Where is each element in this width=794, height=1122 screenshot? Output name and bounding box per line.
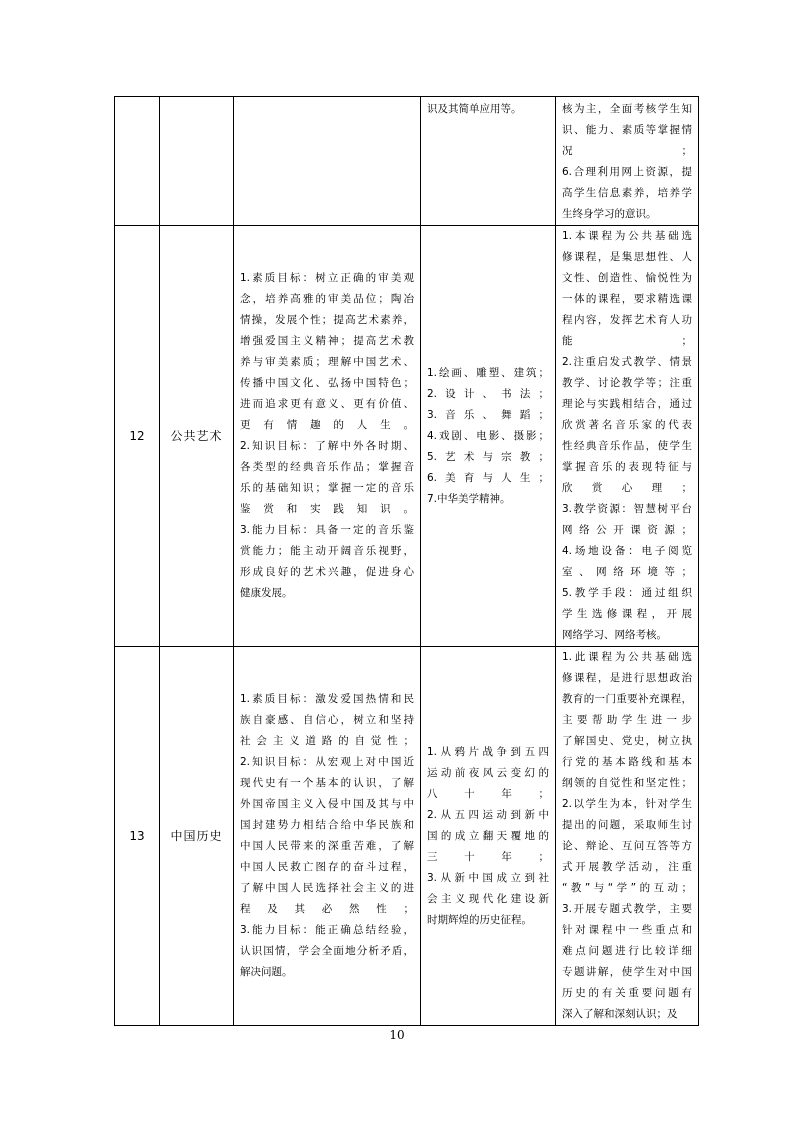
objectives-line: 现代史有一个基本的认识，了解 (240, 777, 414, 789)
objectives-line: 解决问题。 (240, 966, 293, 978)
objectives-line: 中国人民救亡图存的奋斗过程， (240, 861, 414, 873)
requirements-line: 修课程，是集思想性、人 (562, 251, 692, 263)
requirements-line: 6.合理利用网上资源，提 (562, 166, 692, 178)
content-line: 八十年； (427, 787, 549, 800)
content-line: 2.从五四运动到新中 (427, 808, 549, 821)
requirements-line: 文性、创造性、愉悦性为 (562, 272, 692, 284)
content-line: 4.戏剧、电影、摄影； (427, 429, 549, 442)
objectives-line: 2.知识目标：了解中外各时期、 (240, 440, 414, 452)
requirements-line: 生终身学习的意识。 (562, 208, 657, 220)
objectives-line: 族自豪感、自信心，树立和坚持 (240, 714, 414, 726)
objectives-cell (234, 97, 421, 226)
requirements-line: 理论与实践相结合，通过 (562, 398, 692, 410)
objectives-line: 程及其必然性； (240, 903, 414, 915)
objectives-line: 3.能力目标：能正确总结经验， (240, 924, 414, 936)
content-line: 3.音乐、舞蹈； (427, 408, 549, 421)
objectives-line: 鉴赏和实践知识。 (240, 503, 414, 515)
objectives-line: 更有情趣的人生。 (240, 419, 414, 431)
requirements-line: 1.本课程为公共基础选 (562, 230, 692, 242)
content-line: 7.中华美学精神。 (427, 492, 511, 505)
objectives-line: 乐的基础知识；掌握一定的音乐 (240, 482, 414, 494)
requirements-line: 针对课程中一些重点和 (562, 924, 692, 936)
requirements-line: 式开展教学活动，注重 (562, 861, 692, 873)
requirements-line: 识、能力、素质等掌握情 (562, 124, 692, 136)
requirements-line: 提出的问题，采取师生讨 (562, 819, 692, 831)
content-line: 运动前夜风云变幻的 (427, 766, 549, 779)
objectives-line: 传播中国文化、弘扬中国特色； (240, 377, 414, 389)
page-number: 10 (389, 1028, 405, 1042)
objectives-line: 形成良好的艺术兴趣，促进身心 (240, 566, 414, 578)
content-line: 1.从鸦片战争到五四 (427, 745, 549, 758)
content-line: 国的成立翻天覆地的 (427, 829, 549, 842)
requirements-line: 4.场地设备：电子阅览 (562, 545, 692, 557)
requirements-line: 网络公开课资源； (562, 524, 692, 536)
requirements-line: 历史的有关重要问题有 (562, 987, 692, 999)
objectives-line: 各类型的经典音乐作品；掌握音 (240, 461, 414, 473)
objectives-line: 社会主义道路的自觉性； (240, 735, 414, 747)
content-line: 1.绘画、雕塑、建筑； (427, 366, 549, 379)
requirements-line: “教”与“学”的互动； (562, 882, 692, 894)
requirements-line: 了解国史、党史，树立执 (562, 735, 692, 747)
objectives-line: 1.素质目标：树立正确的审美观 (240, 272, 414, 284)
requirements-line: 5.教学手段：通过组织 (562, 587, 692, 599)
requirements-line: 况； (562, 145, 692, 157)
requirements-line: 深入了解和深刻认识；及 (562, 1008, 678, 1020)
requirements-line: 高学生信息素养，培养学 (562, 187, 692, 199)
objectives-line: 进而追求更有意义、更有价值、 (240, 398, 414, 410)
requirements-line: 2.注重启发式教学、情景 (562, 356, 692, 368)
requirements-line: 学生选修课程，开展 (562, 608, 692, 620)
requirements-line: 教育的一门重要补充课程， (562, 693, 692, 705)
requirements-cell (556, 97, 699, 226)
content-cell (421, 97, 556, 226)
course-name-cell: 公共艺术 (160, 226, 234, 647)
requirements-line: 一体的课程，要求精选课 (562, 293, 692, 305)
requirements-line: 欣赏著名音乐家的代表 (562, 419, 692, 431)
objectives-line: 中国人民带来的深重苦难，了解 (240, 840, 414, 852)
objectives-cell (234, 647, 421, 1026)
requirements-line: 3.教学资源：智慧树平台 (562, 503, 692, 515)
table-row (115, 97, 699, 226)
content-cell (421, 226, 556, 647)
objectives-line: 3.能力目标：具备一定的音乐鉴 (240, 524, 414, 536)
course-table (114, 96, 699, 1026)
requirements-line: 掌握音乐的表现特征与 (562, 461, 692, 473)
course-number-cell: 12 (115, 226, 160, 647)
course-number-cell (115, 97, 160, 226)
objectives-line: 认识国情，学会全面地分析矛盾， (240, 945, 414, 957)
content-line: 识及其简单应用等。 (427, 103, 522, 115)
course-name-cell: 中国历史 (160, 647, 234, 1026)
content-cell (421, 647, 556, 1026)
requirements-line: 专题讲解，使学生对中国 (562, 966, 692, 978)
objectives-line: 外国帝国主义入侵中国及其与中 (240, 798, 414, 810)
objectives-line: 赏能力；能主动开阔音乐视野， (240, 545, 414, 557)
objectives-line: 国封建势力相结合给中华民族和 (240, 819, 414, 831)
requirements-cell (556, 647, 699, 1026)
requirements-line: 1.此课程为公共基础选 (562, 651, 692, 663)
requirements-line: 2.以学生为本，针对学生 (562, 798, 692, 810)
requirements-line: 纲领的自觉性和坚定性； (562, 777, 692, 789)
requirements-line: 主要帮助学生进一步 (562, 714, 692, 726)
requirements-line: 室、网络环境等； (562, 566, 692, 578)
requirements-line: 教学、讨论教学等；注重 (562, 377, 692, 389)
course-number-cell: 13 (115, 647, 160, 1026)
requirements-line: 3.开展专题式教学，主要 (562, 903, 692, 915)
course-name-cell (160, 97, 234, 226)
requirements-line: 论、辩论、互问互答等方 (562, 840, 692, 852)
requirements-line: 能； (562, 335, 692, 347)
table-row (115, 647, 699, 1026)
content-line: 6.美育与人生； (427, 471, 549, 484)
objectives-line: 1.素质目标：激发爱国热情和民 (240, 693, 414, 705)
table-row (115, 226, 699, 647)
content-line: 三十年； (427, 850, 549, 863)
requirements-line: 网络学习、网络考核。 (562, 629, 667, 641)
objectives-line: 养与审美素质；理解中国艺术、 (240, 356, 414, 368)
requirements-line: 难点问题进行比较详细 (562, 945, 692, 957)
content-line: 2.设计、书法； (427, 387, 549, 400)
objectives-line: 情操，发展个性；提高艺术素养， (240, 314, 414, 326)
objectives-line: 念，培养高雅的审美品位；陶冶 (240, 293, 414, 305)
requirements-line: 性经典音乐作品，使学生 (562, 440, 692, 452)
objectives-line: 增强爱国主义精神；提高艺术教 (240, 335, 414, 347)
objectives-line: 了解中国人民选择社会主义的进 (240, 882, 414, 894)
content-line: 会主义现代化建设新 (427, 892, 549, 905)
requirements-cell (556, 226, 699, 647)
requirements-line: 核为主，全面考核学生知 (562, 103, 692, 115)
requirements-line: 修课程，是进行思想政治 (562, 672, 692, 684)
objectives-cell (234, 226, 421, 647)
content-line: 时期辉煌的历史征程。 (427, 913, 532, 926)
objectives-line: 2.知识目标：从宏观上对中国近 (240, 756, 414, 768)
requirements-line: 行党的基本路线和基本 (562, 756, 692, 768)
requirements-line: 程内容，发挥艺术育人功 (562, 314, 692, 326)
objectives-line: 健康发展。 (240, 587, 293, 599)
requirements-line: 欣赏心理； (562, 482, 692, 494)
content-line: 3.从新中国成立到社 (427, 871, 549, 884)
content-line: 5.艺术与宗教； (427, 450, 549, 463)
